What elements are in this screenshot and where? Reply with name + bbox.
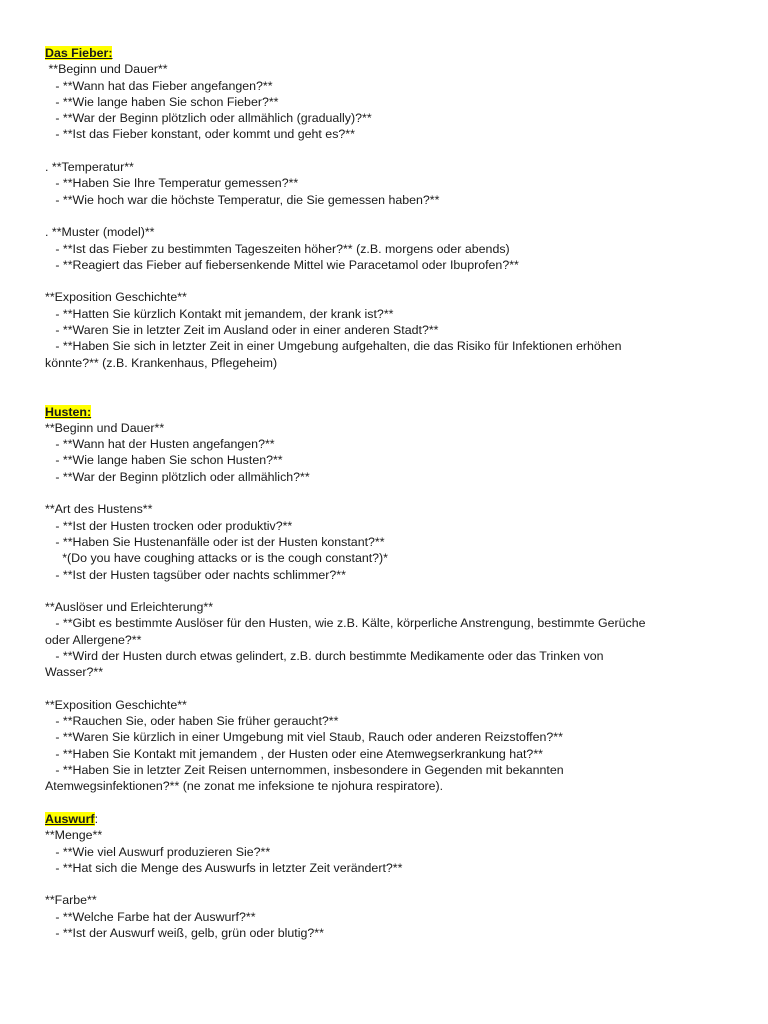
text-line: - **Ist das Fieber zu bestimmten Tageszeiten höher?** (z.B. morgens oder abends): [45, 241, 510, 256]
text-line: - **Haben Sie Hustenanfälle oder ist der Husten konstant?**: [45, 534, 385, 549]
text-line: **Menge**: [45, 828, 103, 843]
text-line: - **Haben Sie in letzter Zeit Reisen unternommen, insbesondere in Gegenden mit bekannten: [45, 763, 564, 778]
text-line: - **Wie hoch war die höchste Temperatur, die Sie gemessen haben?**: [45, 192, 440, 207]
section-heading-highlight: Husten:: [45, 404, 92, 419]
text-line: - **Haben Sie Ihre Temperatur gemessen?**: [45, 176, 299, 191]
text-line: könnte?** (z.B. Krankenhaus, Pflegeheim): [45, 355, 278, 370]
section-heading-highlight: Auswurf: [45, 811, 95, 826]
text-line: - **Ist der Husten tagsüber oder nachts schlimmer?**: [45, 567, 346, 582]
blank-line: [45, 681, 725, 697]
text-line: - **Gibt es bestimmte Auslöser für den Husten, wie z.B. Kälte, körperliche Anstrengung, bestimmte Gerüche: [45, 616, 646, 631]
blank-line: [45, 795, 725, 811]
blank-line: [45, 583, 725, 599]
text-line: - **Waren Sie in letzter Zeit im Ausland oder in einer anderen Stadt?**: [45, 323, 439, 338]
text-line: - **Wann hat der Husten angefangen?**: [45, 437, 275, 452]
blank-line: [45, 143, 725, 159]
section-heading: [45, 811, 725, 827]
text-line: Atemwegsinfektionen?** (ne zonat me infeksione te njohura respiratore).: [45, 779, 444, 794]
blank-line: [45, 273, 725, 289]
text-line: - **Ist der Husten trocken oder produktiv?**: [45, 518, 293, 533]
text-line: - **Haben Sie sich in letzter Zeit in einer Umgebung aufgehalten, die das Risiko für Infektionen erhöhen: [45, 339, 622, 354]
text-line: . **Muster (model)**: [45, 225, 155, 240]
blank-line: [45, 485, 725, 501]
text-line: . **Temperatur**: [45, 160, 134, 175]
text-line: Wasser?**: [45, 665, 104, 680]
text-line: - **Rauchen Sie, oder haben Sie früher geraucht?**: [45, 714, 339, 729]
text-line: - **Ist der Auswurf weiß, gelb, grün oder blutig?**: [45, 926, 324, 941]
document-page: [45, 45, 725, 941]
text-line: - **Wie viel Auswurf produzieren Sie?**: [45, 844, 271, 859]
text-line: **Beginn und Dauer**: [45, 62, 168, 77]
blank-line: [45, 208, 725, 224]
text-line: **Exposition Geschichte**: [45, 290, 187, 305]
text-line: - **Waren Sie kürzlich in einer Umgebung mit viel Staub, Rauch oder anderen Reizstoffen?**: [45, 730, 563, 745]
section-heading-suffix: :: [94, 811, 99, 826]
text-line: - **Wie lange haben Sie schon Fieber?**: [45, 94, 279, 109]
text-line: - **Welche Farbe hat der Auswurf?**: [45, 909, 256, 924]
text-line: **Art des Hustens**: [45, 502, 153, 517]
text-line: oder Allergene?**: [45, 632, 142, 647]
text-line: - **War der Beginn plötzlich oder allmählich?**: [45, 469, 310, 484]
text-line: - **Ist das Fieber konstant, oder kommt und geht es?**: [45, 127, 355, 142]
text-line: **Auslöser und Erleichterung**: [45, 600, 214, 615]
text-line: **Beginn und Dauer**: [45, 420, 165, 435]
section-heading-highlight: Das Fieber:: [45, 46, 113, 60]
section-heading: [45, 45, 725, 61]
text-line: - **War der Beginn plötzlich oder allmählich (gradually)?**: [45, 111, 372, 126]
text-line: - **Wird der Husten durch etwas gelindert, z.B. durch bestimmte Medikamente oder das Trinken von: [45, 648, 604, 663]
blank-line: [45, 371, 725, 387]
text-line: - **Haben Sie Kontakt mit jemandem , der Husten oder eine Atemwegserkrankung hat?**: [45, 746, 543, 761]
text-line: **Exposition Geschichte**: [45, 697, 187, 712]
text-line: - **Wie lange haben Sie schon Husten?**: [45, 453, 283, 468]
text-line: - **Reagiert das Fieber auf fiebersenkende Mittel wie Paracetamol oder Ibuprofen?**: [45, 257, 519, 272]
text-line: *(Do you have coughing attacks or is the cough constant?)*: [45, 551, 389, 566]
text-line: - **Wann hat das Fieber angefangen?**: [45, 78, 273, 93]
text-line: - **Hat sich die Menge des Auswurfs in letzter Zeit verändert?**: [45, 860, 403, 875]
blank-line: [45, 876, 725, 892]
section-heading: [45, 404, 725, 420]
blank-line: [45, 387, 725, 403]
text-line: - **Hatten Sie kürzlich Kontakt mit jemandem, der krank ist?**: [45, 306, 394, 321]
text-line: **Farbe**: [45, 893, 97, 908]
